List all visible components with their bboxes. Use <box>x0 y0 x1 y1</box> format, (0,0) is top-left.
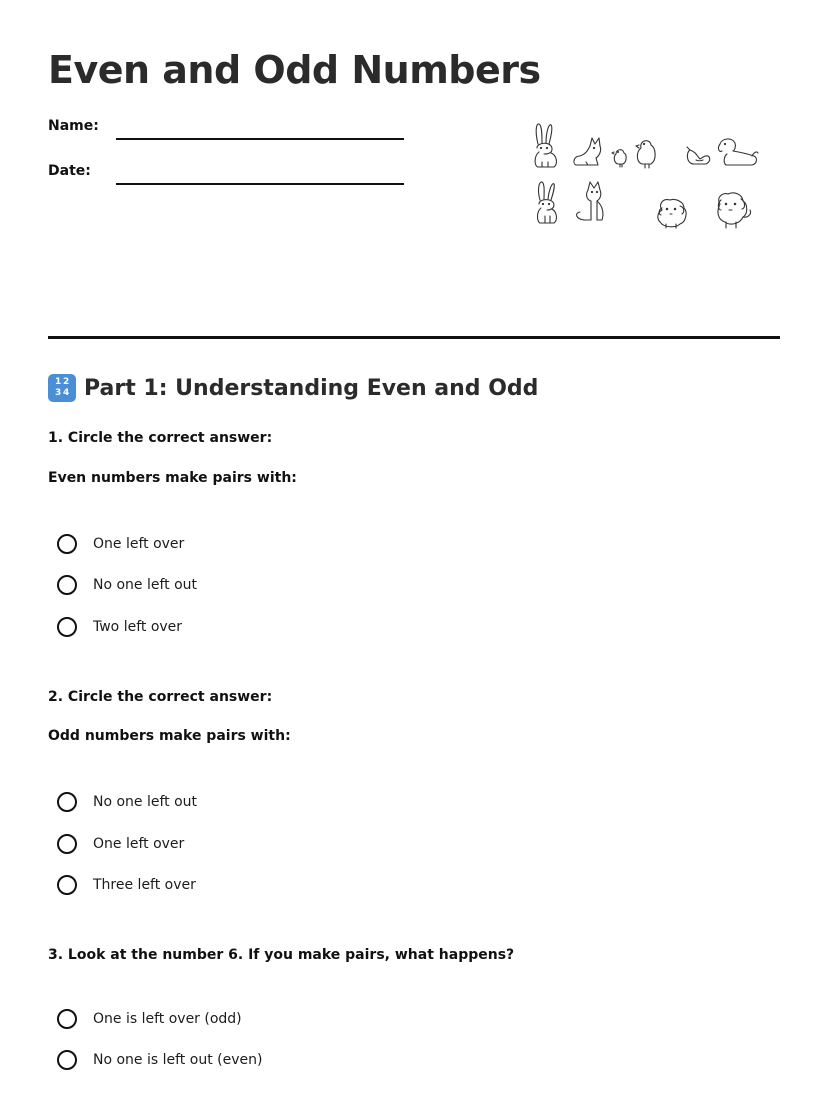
radio-circle[interactable] <box>57 792 77 812</box>
part1-title: Part 1: Understanding Even and Odd <box>84 375 539 401</box>
cat-icon <box>574 138 601 165</box>
option-label: No one left out <box>93 794 198 810</box>
page-title: Even and Odd Numbers <box>48 48 541 92</box>
name-label: Name: <box>48 118 99 134</box>
question-2-option-2[interactable] <box>57 831 184 857</box>
question-1-subprompt: Even numbers make pairs with: <box>48 470 297 486</box>
radio-circle[interactable] <box>57 617 77 637</box>
chick-icon <box>612 150 626 167</box>
puppy-icon <box>718 193 751 228</box>
date-field[interactable] <box>116 183 404 185</box>
bird-icon <box>687 147 710 164</box>
date-label: Date: <box>48 163 91 179</box>
question-3-option-2[interactable] <box>57 1047 262 1073</box>
question-2-prompt: 2. Circle the correct answer: <box>48 689 273 705</box>
question-2-option-1[interactable] <box>57 789 197 815</box>
question-1-option-2[interactable] <box>57 572 197 598</box>
part1-heading <box>48 374 538 402</box>
puppy-icon <box>658 199 686 228</box>
dog-icon <box>719 139 758 165</box>
radio-circle[interactable] <box>57 875 77 895</box>
option-label: One left over <box>93 836 185 852</box>
input-numbers-icon: 1 2 3 4 <box>48 374 76 402</box>
radio-circle[interactable] <box>57 1050 77 1070</box>
option-label: One is left over (odd) <box>93 1011 242 1027</box>
question-3-prompt: 3. Look at the number 6. If you make pairs, what happens? <box>48 947 515 963</box>
question-2-subprompt: Odd numbers make pairs with: <box>48 728 291 744</box>
question-1-option-3[interactable] <box>57 614 182 640</box>
option-label: No one left out <box>93 577 198 593</box>
option-label: No one is left out (even) <box>93 1052 263 1068</box>
chick-icon <box>636 141 655 168</box>
section-divider <box>48 336 780 339</box>
question-2-option-3[interactable] <box>57 872 196 898</box>
option-label: One left over <box>93 536 185 552</box>
radio-circle[interactable] <box>57 1009 77 1029</box>
question-1-option-1[interactable] <box>57 531 184 557</box>
radio-circle[interactable] <box>57 834 77 854</box>
cat-icon <box>577 182 603 220</box>
radio-circle[interactable] <box>57 534 77 554</box>
animals-illustration <box>530 118 766 236</box>
radio-circle[interactable] <box>57 575 77 595</box>
bunny-icon <box>535 124 556 167</box>
question-3-option-1[interactable] <box>57 1006 242 1032</box>
bunny-icon <box>538 182 557 223</box>
name-field[interactable] <box>116 138 404 140</box>
option-label: Two left over <box>93 619 183 635</box>
question-1-prompt: 1. Circle the correct answer: <box>48 430 273 446</box>
option-label: Three left over <box>93 877 196 893</box>
